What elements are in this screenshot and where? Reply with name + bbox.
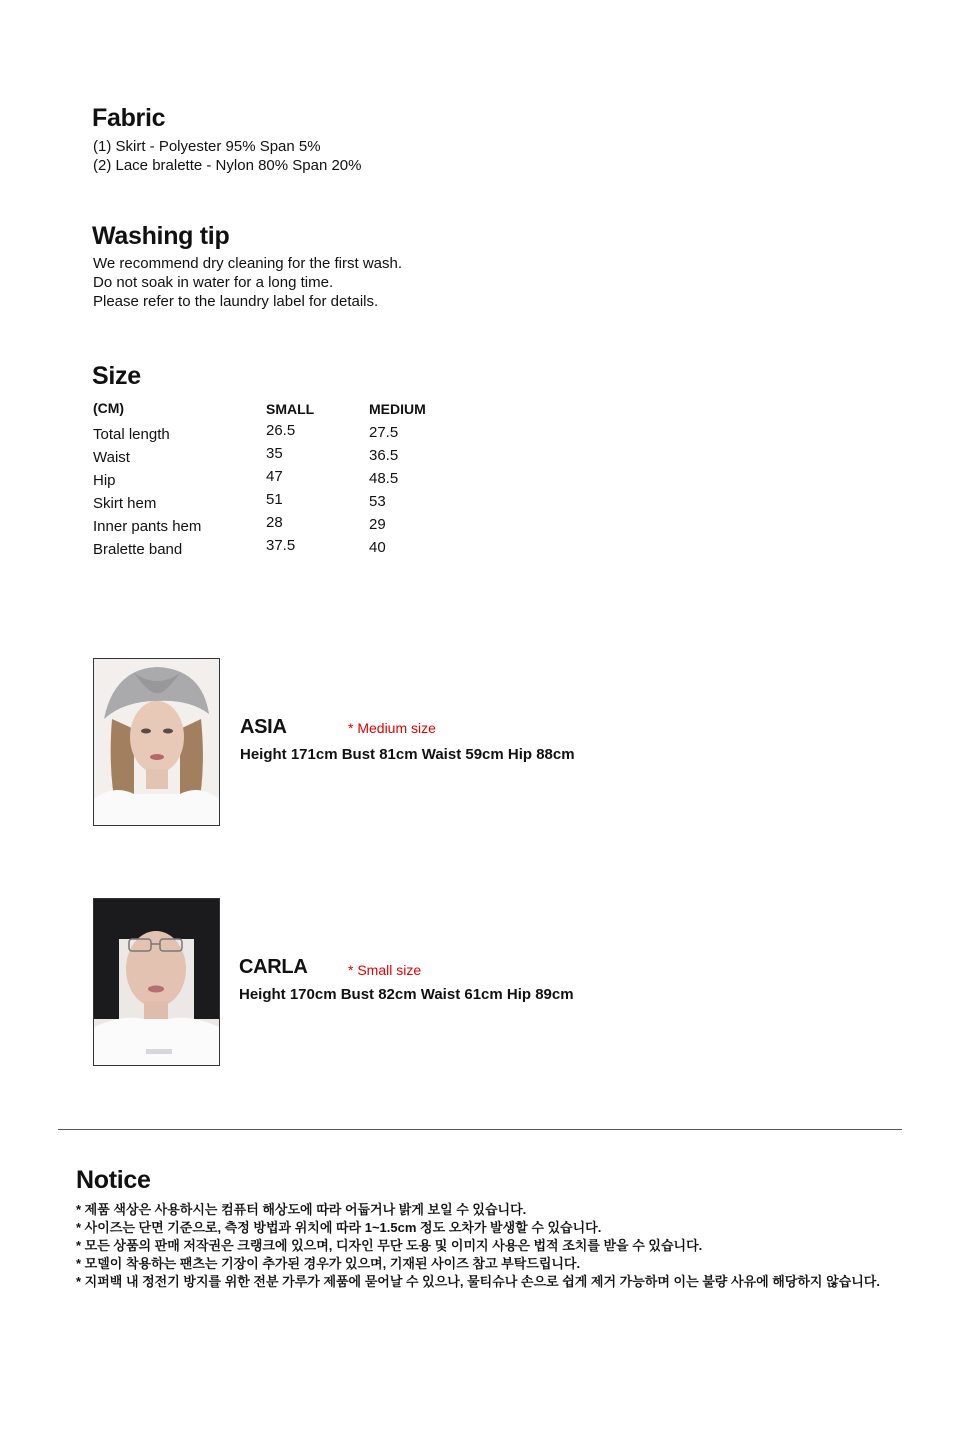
model-photo-carla (93, 898, 220, 1066)
section-divider (58, 1129, 902, 1130)
model-photo-asia (93, 658, 220, 826)
washing-line: Do not soak in water for a long time. (93, 274, 334, 291)
washing-title: Washing tip (92, 222, 230, 250)
model-name-carla: CARLA (239, 956, 308, 978)
fabric-line: (1) Skirt - Polyester 95% Span 5% (93, 138, 321, 155)
notice-line: * 모델이 착용하는 팬츠는 기장이 추가된 경우가 있으며, 기재된 사이즈 참고 부탁드립니다. (76, 1256, 581, 1271)
size-row-label: Hip (93, 472, 116, 489)
size-row-label: Total length (93, 426, 170, 443)
size-row-medium: 48.5 (369, 470, 399, 487)
size-row-medium: 29 (369, 516, 386, 533)
size-header-medium: MEDIUM (369, 401, 426, 417)
notice-line: * 지퍼백 내 정전기 방지를 위한 전분 가루가 제품에 묻어날 수 있으나, 물티슈나 손으로 쉽게 제거 가능하며 이는 불량 사유에 해당하지 않습니다. (76, 1274, 880, 1289)
size-row-label: Inner pants hem (93, 518, 202, 535)
size-row-medium: 36.5 (369, 447, 399, 464)
notice-line: * 모든 상품의 판매 저작권은 크랭크에 있으며, 디자인 무단 도용 및 이미지 사용은 법적 조치를 받을 수 있습니다. (76, 1238, 703, 1253)
model-stats-carla: Height 170cm Bust 82cm Waist 61cm Hip 89cm (239, 986, 574, 1003)
size-row-medium: 27.5 (369, 424, 399, 441)
model-stats-asia: Height 171cm Bust 81cm Waist 59cm Hip 88cm (240, 746, 575, 763)
size-row-small: 37.5 (266, 537, 296, 554)
size-row-small: 35 (266, 445, 283, 462)
size-row-label: Skirt hem (93, 495, 157, 512)
size-row-medium: 40 (369, 539, 386, 556)
size-title: Size (92, 362, 141, 390)
model-name-asia: ASIA (240, 716, 287, 738)
washing-line: We recommend dry cleaning for the first wash. (93, 255, 403, 272)
notice-line: * 사이즈는 단면 기준으로, 측정 방법과 위치에 따라 1~1.5cm 정도 오차가 발생할 수 있습니다. (76, 1220, 602, 1235)
size-row-label: Bralette band (93, 541, 183, 558)
size-row-small: 28 (266, 514, 283, 531)
size-row-medium: 53 (369, 493, 386, 510)
fabric-title: Fabric (92, 104, 166, 132)
size-row-small: 51 (266, 491, 283, 508)
size-header-unit: (CM) (93, 400, 125, 416)
notice-line: * 제품 색상은 사용하시는 컴퓨터 해상도에 따라 어둡거나 밝게 보일 수 있습니다. (76, 1202, 527, 1217)
size-row-small: 26.5 (266, 422, 296, 439)
model-size-note-carla: * Small size (348, 962, 422, 978)
size-header-small: SMALL (266, 401, 315, 417)
fabric-line: (2) Lace bralette - Nylon 80% Span 20% (93, 157, 362, 174)
model-size-note-asia: * Medium size (348, 720, 436, 736)
notice-title: Notice (76, 1166, 151, 1194)
size-row-label: Waist (93, 449, 130, 466)
size-row-small: 47 (266, 468, 283, 485)
washing-line: Please refer to the laundry label for details. (93, 293, 379, 310)
